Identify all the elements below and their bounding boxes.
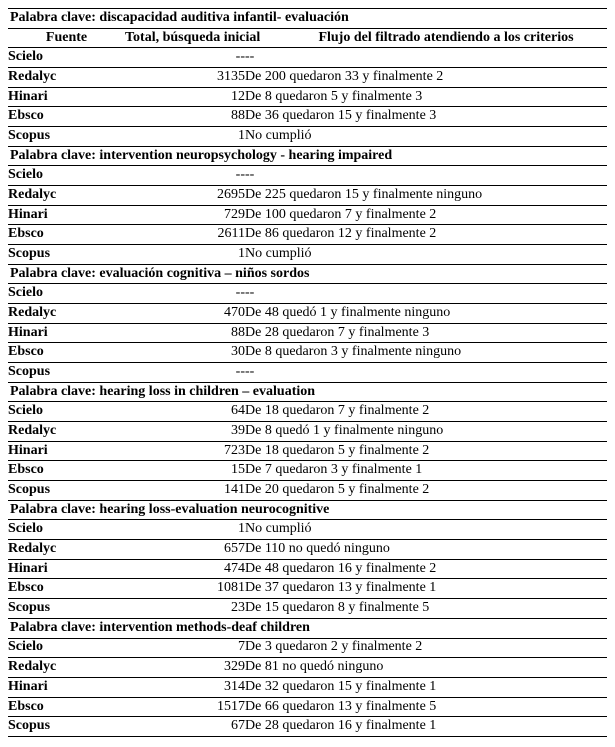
table-row	[8, 677, 607, 697]
total-cell: 470	[125, 304, 245, 324]
total-cell: 88	[125, 323, 245, 343]
table-row	[8, 87, 607, 107]
flow-cell: --	[245, 48, 607, 68]
table-row	[8, 559, 607, 579]
column-header-row	[8, 28, 607, 48]
flow-cell: De 8 quedaron 3 y finalmente ninguno	[245, 343, 607, 363]
flow-cell: De 81 no quedó ninguno	[245, 658, 607, 678]
column-header-total: Total, búsqueda inicial	[125, 28, 245, 48]
flow-cell: De 20 quedaron 5 y finalmente 2	[245, 481, 607, 501]
total-cell: 30	[125, 343, 245, 363]
column-header-flujo: Flujo del filtrado atendiendo a los criterios	[245, 28, 607, 48]
flow-cell: De 37 quedaron 13 y finalmente 1	[245, 579, 607, 599]
total-cell: 67	[125, 717, 245, 737]
flow-cell: De 3 quedaron 2 y finalmente 2	[245, 638, 607, 658]
total-cell: 141	[125, 481, 245, 501]
total-cell: 2611	[125, 225, 245, 245]
source-cell: Redalyc	[8, 540, 125, 560]
flow-cell: De 8 quedó 1 y finalmente ninguno	[245, 422, 607, 442]
flow-cell: --	[245, 166, 607, 186]
flow-cell: No cumplió	[245, 245, 607, 265]
keyword-row	[8, 9, 607, 29]
source-cell: Redalyc	[8, 68, 125, 88]
table-row	[8, 343, 607, 363]
total-cell: 1081	[125, 579, 245, 599]
table-row	[8, 599, 607, 619]
flow-cell: De 86 quedaron 12 y finalmente 2	[245, 225, 607, 245]
total-cell: 474	[125, 559, 245, 579]
total-cell: 314	[125, 677, 245, 697]
keyword-label: Palabra clave: evaluación cognitiva – niños sordos	[8, 264, 607, 284]
flow-cell: De 7 quedaron 3 y finalmente 1	[245, 461, 607, 481]
source-cell: Scielo	[8, 520, 125, 540]
table-row	[8, 638, 607, 658]
source-cell: Scielo	[8, 402, 125, 422]
table-row	[8, 127, 607, 147]
source-cell: Redalyc	[8, 304, 125, 324]
results-table-body	[8, 9, 607, 737]
source-cell: Scielo	[8, 284, 125, 304]
keyword-row	[8, 146, 607, 166]
total-cell: 1	[125, 245, 245, 265]
source-cell: Scopus	[8, 363, 125, 383]
flow-cell: De 100 quedaron 7 y finalmente 2	[245, 205, 607, 225]
total-cell: 2695	[125, 186, 245, 206]
keyword-label: Palabra clave: discapacidad auditiva infantil- evaluación	[8, 9, 607, 29]
table-row	[8, 323, 607, 343]
table-row	[8, 520, 607, 540]
table-row	[8, 107, 607, 127]
total-cell: 3135	[125, 68, 245, 88]
source-cell: Scielo	[8, 166, 125, 186]
flow-cell: No cumplió	[245, 127, 607, 147]
source-cell: Scopus	[8, 127, 125, 147]
source-cell: Scielo	[8, 638, 125, 658]
total-cell: --	[125, 48, 245, 68]
flow-cell: De 18 quedaron 5 y finalmente 2	[245, 441, 607, 461]
source-cell: Scopus	[8, 599, 125, 619]
table-row	[8, 245, 607, 265]
flow-cell: De 66 quedaron 13 y finalmente 5	[245, 697, 607, 717]
table-row	[8, 284, 607, 304]
keyword-label: Palabra clave: hearing loss-evaluation neurocognitive	[8, 500, 607, 520]
total-cell: --	[125, 284, 245, 304]
flow-cell: De 48 quedó 1 y finalmente ninguno	[245, 304, 607, 324]
source-cell: Ebsco	[8, 107, 125, 127]
source-cell: Ebsco	[8, 225, 125, 245]
source-cell: Ebsco	[8, 579, 125, 599]
source-cell: Hinari	[8, 323, 125, 343]
total-cell: 329	[125, 658, 245, 678]
source-cell: Hinari	[8, 205, 125, 225]
keyword-row	[8, 264, 607, 284]
keyword-row	[8, 500, 607, 520]
total-cell: 1	[125, 127, 245, 147]
table-row	[8, 205, 607, 225]
table-row	[8, 579, 607, 599]
flow-cell: De 8 quedaron 5 y finalmente 3	[245, 87, 607, 107]
total-cell: 1	[125, 520, 245, 540]
total-cell: 88	[125, 107, 245, 127]
total-cell: 64	[125, 402, 245, 422]
total-cell: 23	[125, 599, 245, 619]
flow-cell: De 28 quedaron 16 y finalmente 1	[245, 717, 607, 737]
flow-cell: No cumplió	[245, 520, 607, 540]
source-cell: Scopus	[8, 481, 125, 501]
source-cell: Hinari	[8, 559, 125, 579]
table-row	[8, 68, 607, 88]
table-row	[8, 363, 607, 383]
flow-cell: De 15 quedaron 8 y finalmente 5	[245, 599, 607, 619]
flow-cell: De 18 quedaron 7 y finalmente 2	[245, 402, 607, 422]
source-cell: Ebsco	[8, 697, 125, 717]
table-row	[8, 441, 607, 461]
keyword-row	[8, 618, 607, 638]
table-row	[8, 166, 607, 186]
total-cell: 657	[125, 540, 245, 560]
table-row	[8, 658, 607, 678]
flow-cell: De 48 quedaron 16 y finalmente 2	[245, 559, 607, 579]
total-cell: 15	[125, 461, 245, 481]
source-cell: Hinari	[8, 677, 125, 697]
table-row	[8, 48, 607, 68]
table-row	[8, 186, 607, 206]
table-row	[8, 717, 607, 737]
table-row	[8, 304, 607, 324]
source-cell: Redalyc	[8, 658, 125, 678]
source-cell: Hinari	[8, 441, 125, 461]
source-cell: Hinari	[8, 87, 125, 107]
total-cell: --	[125, 363, 245, 383]
flow-cell: De 200 quedaron 33 y finalmente 2	[245, 68, 607, 88]
total-cell: 729	[125, 205, 245, 225]
source-cell: Redalyc	[8, 186, 125, 206]
keyword-row	[8, 382, 607, 402]
flow-cell: De 28 quedaron 7 y finalmente 3	[245, 323, 607, 343]
keyword-label: Palabra clave: intervention methods-deaf children	[8, 618, 607, 638]
total-cell: 12	[125, 87, 245, 107]
keyword-label: Palabra clave: hearing loss in children – evaluation	[8, 382, 607, 402]
table-row	[8, 540, 607, 560]
flow-cell: --	[245, 363, 607, 383]
table-row	[8, 481, 607, 501]
table-row	[8, 225, 607, 245]
flow-cell: De 36 quedaron 15 y finalmente 3	[245, 107, 607, 127]
flow-cell: De 110 no quedó ninguno	[245, 540, 607, 560]
table-row	[8, 402, 607, 422]
source-cell: Scopus	[8, 245, 125, 265]
search-results-table	[8, 8, 607, 737]
column-header-fuente: Fuente	[8, 28, 125, 48]
source-cell: Redalyc	[8, 422, 125, 442]
source-cell: Ebsco	[8, 461, 125, 481]
flow-cell: --	[245, 284, 607, 304]
source-cell: Scielo	[8, 48, 125, 68]
table-row	[8, 422, 607, 442]
flow-cell: De 32 quedaron 15 y finalmente 1	[245, 677, 607, 697]
total-cell: 7	[125, 638, 245, 658]
flow-cell: De 225 quedaron 15 y finalmente ninguno	[245, 186, 607, 206]
table-row	[8, 697, 607, 717]
total-cell: --	[125, 166, 245, 186]
source-cell: Ebsco	[8, 343, 125, 363]
source-cell: Scopus	[8, 717, 125, 737]
total-cell: 39	[125, 422, 245, 442]
total-cell: 1517	[125, 697, 245, 717]
total-cell: 723	[125, 441, 245, 461]
keyword-label: Palabra clave: intervention neuropsychology - hearing impaired	[8, 146, 607, 166]
table-row	[8, 461, 607, 481]
